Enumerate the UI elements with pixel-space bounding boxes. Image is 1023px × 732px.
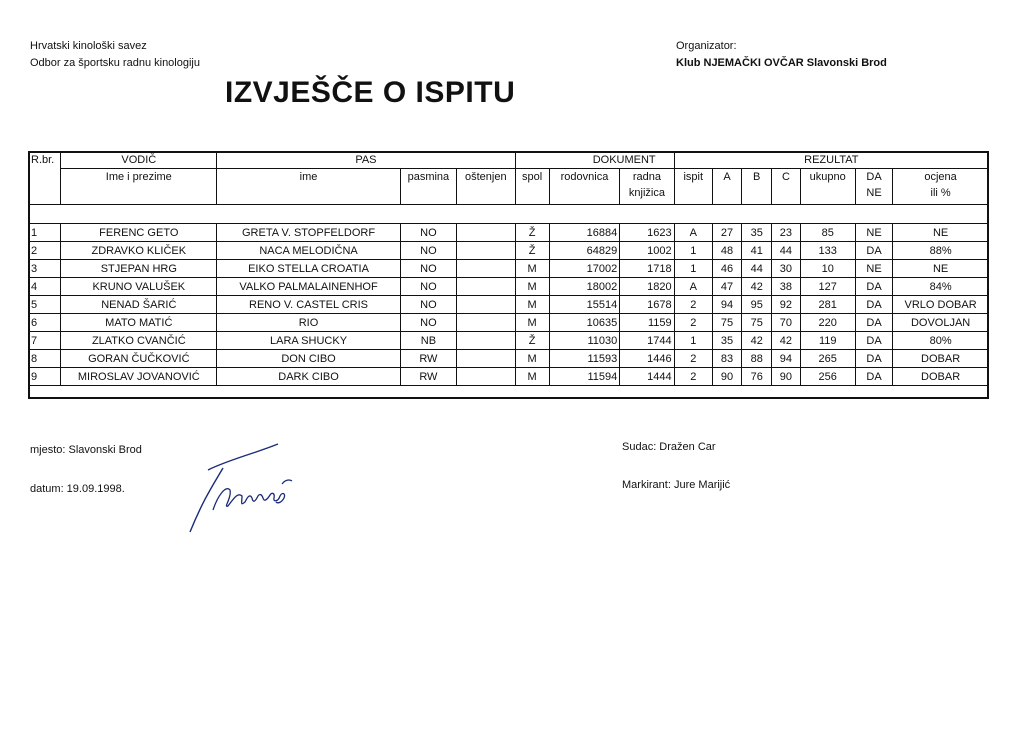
cell-vodic: GORAN ČUČKOVIĆ (61, 350, 217, 368)
col-radna (620, 169, 674, 205)
cell-pasmina: NO (400, 224, 456, 242)
cell-pas: EIKO STELLA CROATIA (217, 260, 400, 278)
col-ime-prezime: Ime i prezime (61, 169, 217, 205)
col-ukupno: ukupno (800, 169, 855, 205)
table-row (29, 242, 989, 260)
cell-radna: 1002 (620, 242, 674, 260)
col-group-dokument: DOKUMENT (515, 152, 674, 169)
organizer-club: Klub NJEMAČKI OVČAR Slavonski Brod (676, 57, 887, 69)
cell-spol: M (515, 350, 549, 368)
cell-spol: M (515, 296, 549, 314)
table-row (29, 332, 989, 350)
footer-judge: Sudac: Dražen Car (622, 441, 716, 453)
cell-c: 23 (772, 224, 800, 242)
cell-c: 70 (772, 314, 800, 332)
col-ime: ime (217, 169, 400, 205)
cell-pasmina: NB (400, 332, 456, 350)
cell-a: 47 (712, 278, 741, 296)
cell-rodovnica: 16884 (549, 224, 620, 242)
cell-vodic: MIROSLAV JOVANOVIĆ (61, 368, 217, 386)
col-group-rezultat: REZULTAT (674, 152, 988, 169)
col-group-vodic: VODIČ (61, 152, 217, 169)
cell-ocjena: NE (893, 224, 989, 242)
cell-ispit: A (674, 224, 712, 242)
col-dane-line1: DA (866, 171, 882, 183)
header-left (30, 38, 200, 72)
cell-dane: DA (855, 296, 892, 314)
col-dane-line2: NE (866, 187, 882, 199)
cell-vodic: FERENC GETO (61, 224, 217, 242)
results-table (28, 151, 989, 386)
results-body (29, 224, 989, 386)
cell-pas: NACA MELODIČNA (217, 242, 400, 260)
cell-b: 75 (742, 314, 772, 332)
table-row (29, 314, 989, 332)
cell-ostenjen (457, 242, 515, 260)
cell-c: 44 (772, 242, 800, 260)
cell-spol: M (515, 260, 549, 278)
cell-vodic: ZDRAVKO KLIČEK (61, 242, 217, 260)
cell-rbr: 4 (29, 278, 61, 296)
cell-ocjena: 88% (893, 242, 989, 260)
spacer-cell (29, 205, 989, 224)
cell-ukupno: 256 (800, 368, 855, 386)
table-row (29, 260, 989, 278)
cell-ukupno: 265 (800, 350, 855, 368)
table-row (29, 368, 989, 386)
col-b: B (742, 169, 772, 205)
cell-ispit: A (674, 278, 712, 296)
organizer-label: Organizator: (676, 40, 737, 52)
cell-ukupno: 10 (800, 260, 855, 278)
cell-radna: 1718 (620, 260, 674, 278)
cell-rodovnica: 15514 (549, 296, 620, 314)
cell-ocjena: DOBAR (893, 350, 989, 368)
footer-date: datum: 19.09.1998. (30, 483, 125, 495)
cell-rodovnica: 18002 (549, 278, 620, 296)
cell-pasmina: NO (400, 296, 456, 314)
cell-c: 90 (772, 368, 800, 386)
col-pasmina: pasmina (400, 169, 456, 205)
cell-b: 95 (742, 296, 772, 314)
cell-radna: 1159 (620, 314, 674, 332)
cell-pasmina: NO (400, 278, 456, 296)
cell-ukupno: 220 (800, 314, 855, 332)
cell-spol: Ž (515, 224, 549, 242)
cell-ispit: 1 (674, 332, 712, 350)
cell-dane: DA (855, 350, 892, 368)
cell-rbr: 8 (29, 350, 61, 368)
cell-dane: DA (855, 278, 892, 296)
cell-pas: LARA SHUCKY (217, 332, 400, 350)
footer-place: mjesto: Slavonski Brod (30, 444, 142, 456)
header-right (676, 38, 887, 72)
cell-dane: DA (855, 314, 892, 332)
cell-dane: DA (855, 332, 892, 350)
col-spol: spol (515, 169, 549, 205)
cell-pas: DON CIBO (217, 350, 400, 368)
cell-ukupno: 119 (800, 332, 855, 350)
cell-c: 94 (772, 350, 800, 368)
cell-pas: VALKO PALMALAINENHOF (217, 278, 400, 296)
cell-pas: DARK CIBO (217, 368, 400, 386)
cell-ispit: 2 (674, 350, 712, 368)
cell-ostenjen (457, 368, 515, 386)
table-row (29, 350, 989, 368)
cell-ispit: 1 (674, 242, 712, 260)
col-group-pas: PAS (217, 152, 515, 169)
col-ocjena-line1: ocjena (924, 171, 957, 183)
table-row (29, 224, 989, 242)
cell-spol: Ž (515, 242, 549, 260)
cell-pasmina: NO (400, 260, 456, 278)
col-ocjena (893, 169, 989, 205)
cell-ocjena: NE (893, 260, 989, 278)
cell-radna: 1446 (620, 350, 674, 368)
cell-ispit: 2 (674, 296, 712, 314)
cell-pasmina: RW (400, 350, 456, 368)
header-row-sub (29, 169, 989, 205)
cell-b: 44 (742, 260, 772, 278)
cell-ukupno: 85 (800, 224, 855, 242)
table-row (29, 296, 989, 314)
cell-b: 42 (742, 332, 772, 350)
col-rbr: R.br. (29, 152, 61, 205)
cell-dane: NE (855, 224, 892, 242)
cell-a: 75 (712, 314, 741, 332)
cell-c: 38 (772, 278, 800, 296)
cell-pas: RIO (217, 314, 400, 332)
cell-vodic: NENAD ŠARIĆ (61, 296, 217, 314)
col-c: C (772, 169, 800, 205)
col-radna-line1: radna (632, 171, 662, 183)
cell-pas: RENO V. CASTEL CRIS (217, 296, 400, 314)
cell-vodic: MATO MATIĆ (61, 314, 217, 332)
cell-spol: Ž (515, 332, 549, 350)
footer-marker: Markirant: Jure Marijić (622, 479, 731, 491)
cell-ostenjen (457, 296, 515, 314)
cell-radna: 1444 (620, 368, 674, 386)
cell-a: 27 (712, 224, 741, 242)
spacer-row (29, 205, 989, 224)
col-a: A (712, 169, 741, 205)
cell-radna: 1623 (620, 224, 674, 242)
col-ispit: ispit (674, 169, 712, 205)
col-dane (855, 169, 892, 205)
cell-dane: DA (855, 242, 892, 260)
cell-vodic: ZLATKO CVANČIĆ (61, 332, 217, 350)
cell-radna: 1678 (620, 296, 674, 314)
cell-a: 90 (712, 368, 741, 386)
cell-rodovnica: 11593 (549, 350, 620, 368)
cell-c: 92 (772, 296, 800, 314)
cell-dane: NE (855, 260, 892, 278)
cell-ocjena: 84% (893, 278, 989, 296)
table-row (29, 278, 989, 296)
cell-ostenjen (457, 278, 515, 296)
cell-c: 30 (772, 260, 800, 278)
cell-rodovnica: 11594 (549, 368, 620, 386)
cell-ocjena: VRLO DOBAR (893, 296, 989, 314)
cell-ispit: 2 (674, 314, 712, 332)
cell-rbr: 9 (29, 368, 61, 386)
cell-radna: 1820 (620, 278, 674, 296)
cell-spol: M (515, 314, 549, 332)
cell-ukupno: 281 (800, 296, 855, 314)
cell-rbr: 5 (29, 296, 61, 314)
cell-a: 83 (712, 350, 741, 368)
cell-pasmina: NO (400, 242, 456, 260)
cell-b: 42 (742, 278, 772, 296)
cell-b: 41 (742, 242, 772, 260)
cell-a: 48 (712, 242, 741, 260)
cell-rodovnica: 17002 (549, 260, 620, 278)
cell-ostenjen (457, 260, 515, 278)
cell-ostenjen (457, 332, 515, 350)
cell-ispit: 2 (674, 368, 712, 386)
cell-a: 94 (712, 296, 741, 314)
cell-vodic: STJEPAN HRG (61, 260, 217, 278)
cell-ostenjen (457, 224, 515, 242)
cell-rodovnica: 64829 (549, 242, 620, 260)
cell-c: 42 (772, 332, 800, 350)
col-ocjena-line2: ili % (930, 187, 951, 199)
cell-rodovnica: 11030 (549, 332, 620, 350)
cell-spol: M (515, 278, 549, 296)
cell-rbr: 3 (29, 260, 61, 278)
cell-b: 35 (742, 224, 772, 242)
cell-rbr: 7 (29, 332, 61, 350)
cell-spol: M (515, 368, 549, 386)
cell-radna: 1744 (620, 332, 674, 350)
cell-pasmina: NO (400, 314, 456, 332)
cell-pas: GRETA V. STOPFELDORF (217, 224, 400, 242)
cell-ocjena: DOVOLJAN (893, 314, 989, 332)
col-ostenjen: oštenjen (457, 169, 515, 205)
header-row-groups (29, 152, 989, 169)
cell-pasmina: RW (400, 368, 456, 386)
cell-vodic: KRUNO VALUŠEK (61, 278, 217, 296)
cell-ispit: 1 (674, 260, 712, 278)
col-rodovnica: rodovnica (549, 169, 620, 205)
cell-rbr: 1 (29, 224, 61, 242)
cell-rodovnica: 10635 (549, 314, 620, 332)
handwritten-signature-icon (168, 440, 308, 540)
cell-ocjena: DOBAR (893, 368, 989, 386)
cell-a: 35 (712, 332, 741, 350)
cell-ukupno: 133 (800, 242, 855, 260)
cell-b: 76 (742, 368, 772, 386)
cell-rbr: 6 (29, 314, 61, 332)
cell-ocjena: 80% (893, 332, 989, 350)
cell-dane: DA (855, 368, 892, 386)
cell-b: 88 (742, 350, 772, 368)
report-title: IZVJEŠČE O ISPITU (225, 76, 516, 109)
cell-rbr: 2 (29, 242, 61, 260)
cell-ostenjen (457, 350, 515, 368)
committee-name: Odbor za športsku radnu kinologiju (30, 57, 200, 69)
col-radna-line2: knjižica (628, 187, 665, 199)
cell-ukupno: 127 (800, 278, 855, 296)
cell-a: 46 (712, 260, 741, 278)
federation-name: Hrvatski kinološki savez (30, 40, 147, 52)
cell-ostenjen (457, 314, 515, 332)
